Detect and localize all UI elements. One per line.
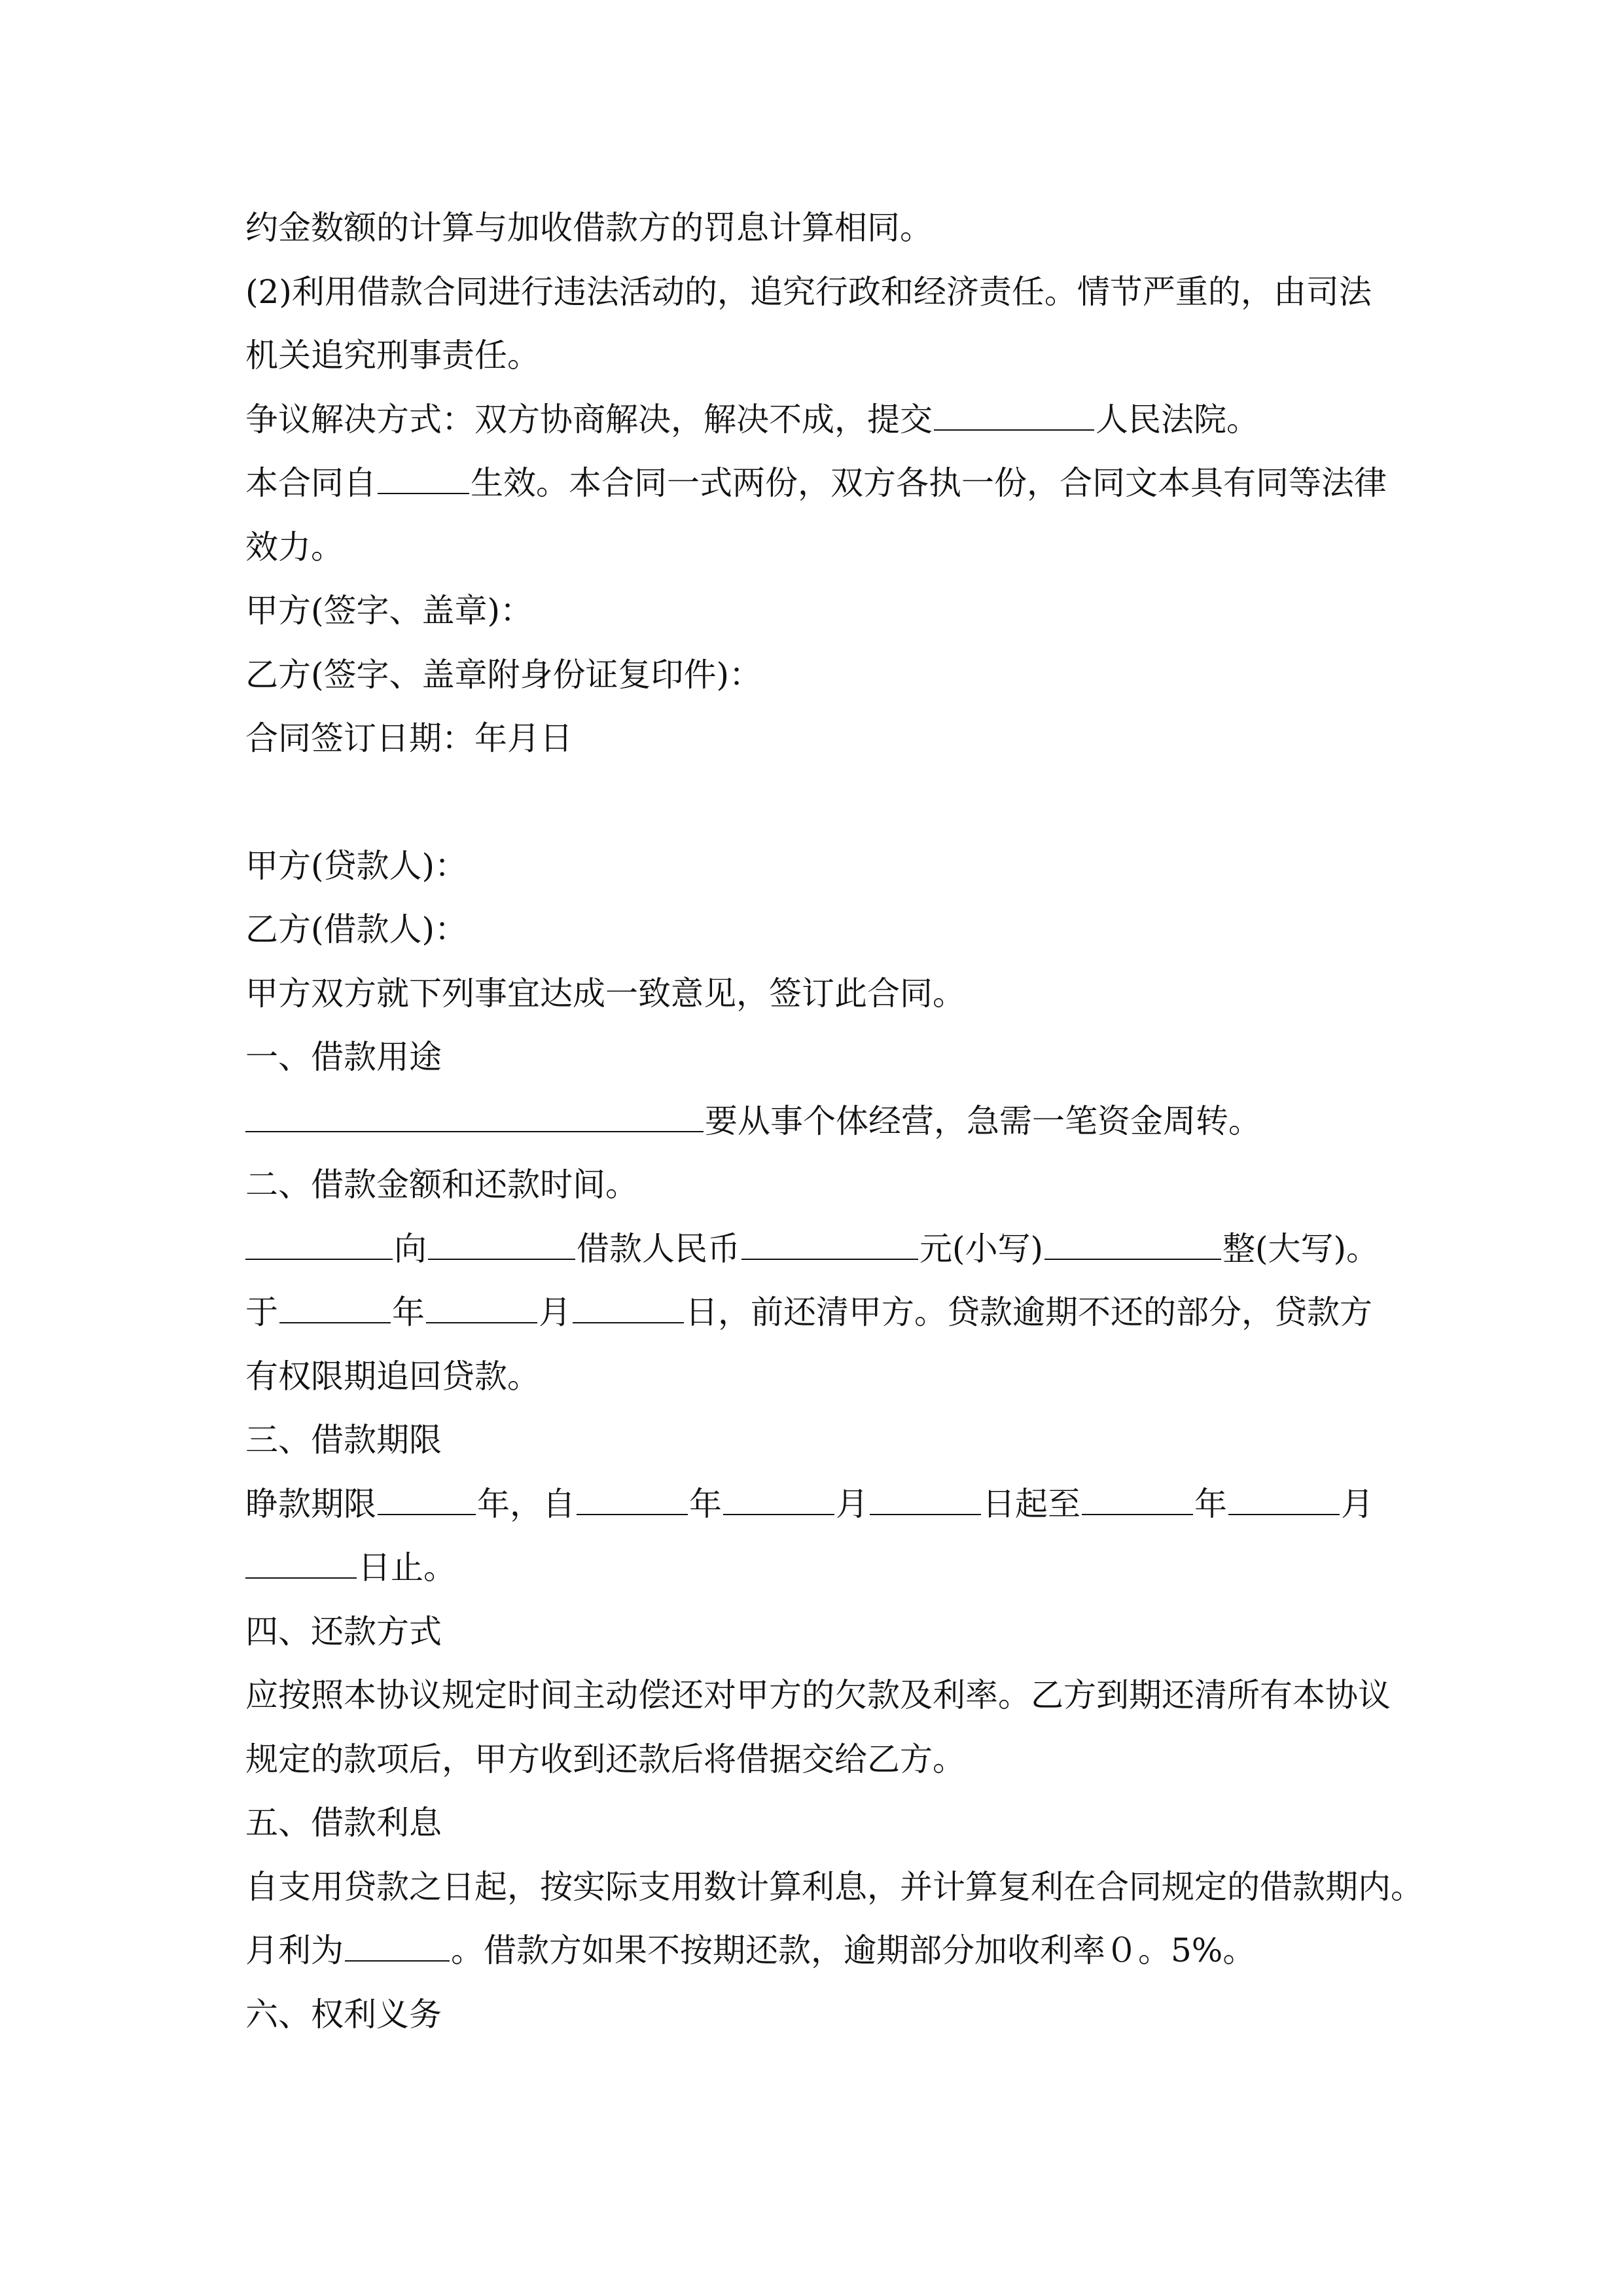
loan-term-end-line	[245, 1536, 1476, 1600]
court-blank	[934, 395, 1094, 431]
term-years-blank	[378, 1480, 476, 1515]
section-heading: 五、借款利息	[245, 1804, 442, 1842]
start-day-blank	[870, 1480, 981, 1515]
text: 月	[1341, 1484, 1374, 1523]
section-heading: 一、借款用途	[245, 1038, 442, 1076]
contract-page	[245, 196, 1476, 2047]
text: 年，自	[477, 1484, 575, 1523]
year-blank	[279, 1288, 391, 1323]
paragraph: 应按照本协议规定时间主动偿还对甲方的欠款及利率。乙方到期还清所有本协议	[245, 1676, 1391, 1714]
text: 月	[836, 1484, 868, 1523]
spacer	[245, 771, 1476, 834]
interest-rate-line	[245, 1919, 1476, 1983]
signing-date: 合同签订日期：年月日	[245, 719, 573, 757]
text: 本合同自	[245, 464, 376, 502]
section-heading: 三、借款期限	[245, 1421, 442, 1459]
borrower-label: 乙方(借款人)：	[245, 910, 468, 948]
effective-date-blank	[378, 459, 469, 494]
text: 争议解决方式：双方协商解决，解决不成，提交	[245, 400, 933, 439]
start-month-blank	[723, 1480, 834, 1515]
paragraph: 约金数额的计算与加收借款方的罚息计算相同。	[245, 209, 933, 247]
text: 月利为	[245, 1931, 344, 1969]
monthly-rate-blank	[345, 1926, 450, 1962]
amount-words-blank	[1044, 1225, 1221, 1260]
paragraph: 效力。	[245, 528, 344, 566]
end-year-blank	[1082, 1480, 1193, 1515]
text: 于	[245, 1293, 278, 1331]
purpose-blank	[245, 1097, 704, 1132]
section-heading: 二、借款金额和还款时间。	[245, 1166, 638, 1204]
text: 向	[394, 1229, 427, 1268]
dispute-resolution-line	[245, 388, 1476, 452]
paragraph: 自支用贷款之日起，按实际支用数计算利息，并计算复利在合同规定的借款期内。	[245, 1867, 1423, 1906]
day-blank	[573, 1288, 684, 1323]
text: 日，前还清甲方。贷款逾期不还的部分，贷款方	[685, 1293, 1372, 1331]
party-a-signature: 甲方(签字、盖章)：	[245, 592, 533, 630]
paragraph: (2)利用借款合同进行违法活动的，追究行政和经济责任。情节严重的，由司法	[245, 272, 1372, 311]
borrower-blank	[245, 1225, 393, 1260]
amount-figures-blank	[741, 1225, 918, 1260]
month-blank	[426, 1288, 537, 1323]
text: 生效。本合同一式两份，双方各执一份，合同文本具有同等法律	[471, 464, 1387, 502]
lender-blank	[428, 1225, 575, 1260]
text: 睁款期限	[245, 1484, 376, 1523]
end-day-blank	[245, 1543, 357, 1579]
paragraph: 有权限期追回贷款。	[245, 1357, 540, 1395]
section-heading: 四、还款方式	[245, 1612, 442, 1651]
text: 年	[392, 1293, 425, 1331]
start-year-blank	[577, 1480, 688, 1515]
party-b-signature: 乙方(签字、盖章附身份证复印件)：	[245, 655, 762, 694]
loan-purpose-line	[245, 1090, 1476, 1154]
repayment-date-line	[245, 1281, 1476, 1345]
text: 。借款方如果不按期还款，逾期部分加收利率０。5%。	[451, 1931, 1256, 1969]
paragraph: 甲方双方就下列事宜达成一致意见，签订此合同。	[245, 974, 965, 1013]
loan-term-line	[245, 1473, 1476, 1537]
paragraph: 机关追究刑事责任。	[245, 336, 540, 374]
text: 月	[539, 1293, 571, 1331]
paragraph: 规定的款项后，甲方收到还款后将借据交给乙方。	[245, 1740, 965, 1778]
lender-label: 甲方(贷款人)：	[245, 846, 468, 885]
text: 年	[1194, 1484, 1227, 1523]
effective-date-line	[245, 452, 1476, 516]
text: 日起至	[982, 1484, 1080, 1523]
text: 整(大写)。	[1222, 1229, 1380, 1268]
text: 元(小写)	[919, 1229, 1044, 1268]
section-heading: 六、权利义务	[245, 1995, 442, 2034]
loan-amount-line	[245, 1217, 1476, 1282]
text: 借款人民币	[577, 1229, 740, 1268]
text: 要从事个体经营，急需一笔资金周转。	[705, 1102, 1261, 1140]
text: 日止。	[358, 1549, 456, 1587]
text: 年	[689, 1484, 722, 1523]
text: 人民法院。	[1096, 400, 1259, 439]
end-month-blank	[1228, 1480, 1340, 1515]
